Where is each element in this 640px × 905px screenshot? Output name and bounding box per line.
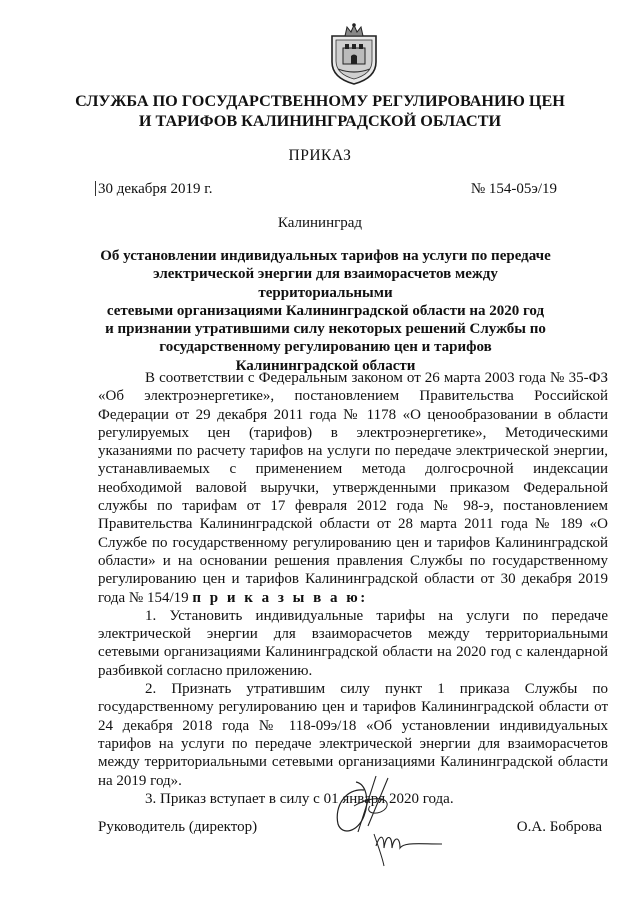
coat-of-arms-emblem xyxy=(328,22,380,86)
signatory-position: Руководитель (директор) xyxy=(98,819,258,835)
subject-line-5: государственному регулированию цен и тарифов xyxy=(159,339,492,356)
agency-name-line-2: И ТАРИФОВ КАЛИНИНГРАДСКОЙ ОБЛАСТИ xyxy=(138,111,502,130)
agency-name xyxy=(60,92,580,131)
order-item-2: 2. Признать утратившим силу пункт 1 приказа Службы по государственному регулированию цен и тарифов Калининградской области от 24 декабря 2018 года № 118-09э/18 «Об установлении индивидуальных тарифов на услуги по передаче электрической энергии для взаиморасчетов между территориальными сетевыми организациями Калининградской области на 2019 год». xyxy=(98,681,608,789)
order-word: п р и к а з ы в а ю: xyxy=(192,589,368,606)
subject-line-6: Калининградской области xyxy=(235,357,416,374)
document-date-text: 30 декабря 2019 г. xyxy=(98,181,213,197)
preamble-paragraph xyxy=(98,369,608,607)
subject-line-1: Об установлении индивидуальных тарифов на услуги по передаче xyxy=(100,248,551,264)
preamble-text: В соответствии с Федеральным законом от 26 марта 2003 года № 35-ФЗ «Об электроэнергетике», постановлением Правительства Российской Федерации от 29 декабря 2011 года № 1178 «О ценообразовании в области регулируемых цен (тарифов) в электроэнергетике», Методическими указаниями по расчету тарифов на услуги по передаче электрической энергии, устанавливаемых с применением метода долгосрочной индексации необходимой валовой выручки, утвержденными приказом Федеральной службы по тарифам от 17 февраля 2012 года № 98-э, постановлением Правительства Калининградской области от 28 марта 2011 года № 189 «О Службе по государственному регулированию цен и тарифов Калининградской области» и на основании решения правления Службы по государственному регулированию цен и тарифов Калининградской области от 30 декабря 2019 года № 154/19 xyxy=(98,370,608,606)
document-date xyxy=(98,180,213,198)
document-type: ПРИКАЗ xyxy=(288,147,352,164)
signatory-name: О.А. Боброва xyxy=(516,819,602,835)
agency-name-line-1: СЛУЖБА ПО ГОСУДАРСТВЕННОМУ РЕГУЛИРОВАНИЮ ЦЕН xyxy=(75,92,565,110)
subject-line-3: сетевыми организациями Калининградской области на 2020 год xyxy=(106,302,545,319)
subject-line-2: электрической энергии для взаиморасчетов между территориальными xyxy=(153,266,498,301)
order-body xyxy=(98,369,608,808)
city-name: Калининград xyxy=(277,215,363,231)
text-cursor-mark xyxy=(95,181,96,196)
handwritten-signature xyxy=(318,772,446,868)
order-item-3: 3. Приказ вступает в силу с 01 января 2020 года. xyxy=(145,790,454,807)
subject-line-4: и признании утратившими силу некоторых решений Службы по xyxy=(105,321,546,338)
document-number: № 154-05э/19 xyxy=(470,181,557,197)
order-item-1: 1. Установить индивидуальные тарифы на услуги по передаче электрической энергии для взаиморасчетов между территориальными сетевыми организациями Калининградской области на 2020 год с календарной разбивкой согласно приложению. xyxy=(98,607,608,679)
order-subject xyxy=(98,247,553,375)
